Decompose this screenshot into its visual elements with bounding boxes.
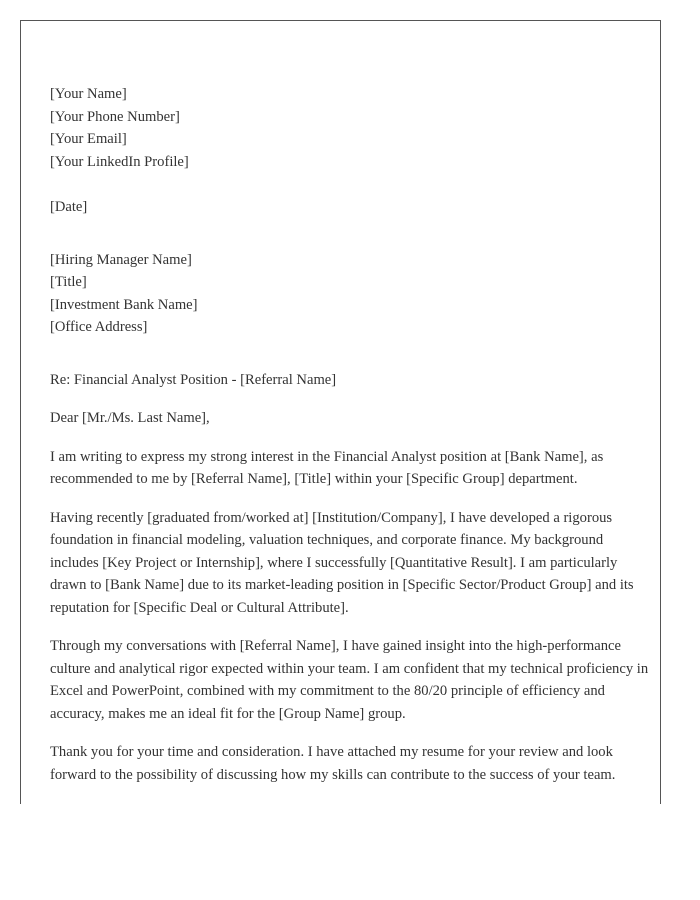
- recipient-name: [Hiring Manager Name]: [50, 251, 192, 268]
- letter-page: [20, 20, 661, 804]
- recipient-title: [Title]: [50, 274, 87, 290]
- sender-block: [50, 83, 650, 173]
- sender-phone: [Your Phone Number]: [50, 108, 180, 125]
- body-paragraph-4: Thank you for your time and consideration. I have attached my resume for your review and look forward to the possibility of discussing how my skills can contribute to the success of your team.: [50, 744, 616, 783]
- body-paragraph-3: Through my conversations with [Referral Name], I have gained insight into the high-performance culture and analytical rigor expected within your team. I am confident that my technical proficiency in Excel and PowerPoint, combined with my commitment to the 80/20 principle of efficiency and accuracy, makes me an ideal fit for the [Group Name] group.: [50, 638, 649, 722]
- sender-linkedin: [Your LinkedIn Profile]: [50, 153, 189, 170]
- body-paragraph-2: Having recently [graduated from/worked at] [Institution/Company], I have developed a rigorous foundation in financial modeling, valuation techniques, and corporate finance. My background includes [Key Project or Internship], where I successfully [Quantitative Result]. I am particularly drawn to [Bank Name] due to its market-leading position in [Specific Sector/Product Group] and its reputation for [Specific Deal or Cultural Attribute].: [50, 509, 634, 616]
- recipient-address: [Office Address]: [50, 319, 148, 335]
- letter-date: [Date]: [50, 199, 88, 215]
- sender-name: [Your Name]: [50, 86, 127, 102]
- recipient-company: [Investment Bank Name]: [50, 296, 198, 313]
- letter-salutation: Dear [Mr./Ms. Last Name],: [50, 410, 210, 426]
- sender-email: [Your Email]: [50, 131, 127, 147]
- letter-subject: Re: Financial Analyst Position - [Referral Name]: [50, 371, 337, 388]
- body-paragraph-1: I am writing to express my strong interest in the Financial Analyst position at [Bank Name], as recommended to me by [Referral Name], [Title] within your [Specific Group] department.: [50, 448, 604, 487]
- recipient-block: [50, 249, 650, 339]
- letter-content: [50, 83, 650, 786]
